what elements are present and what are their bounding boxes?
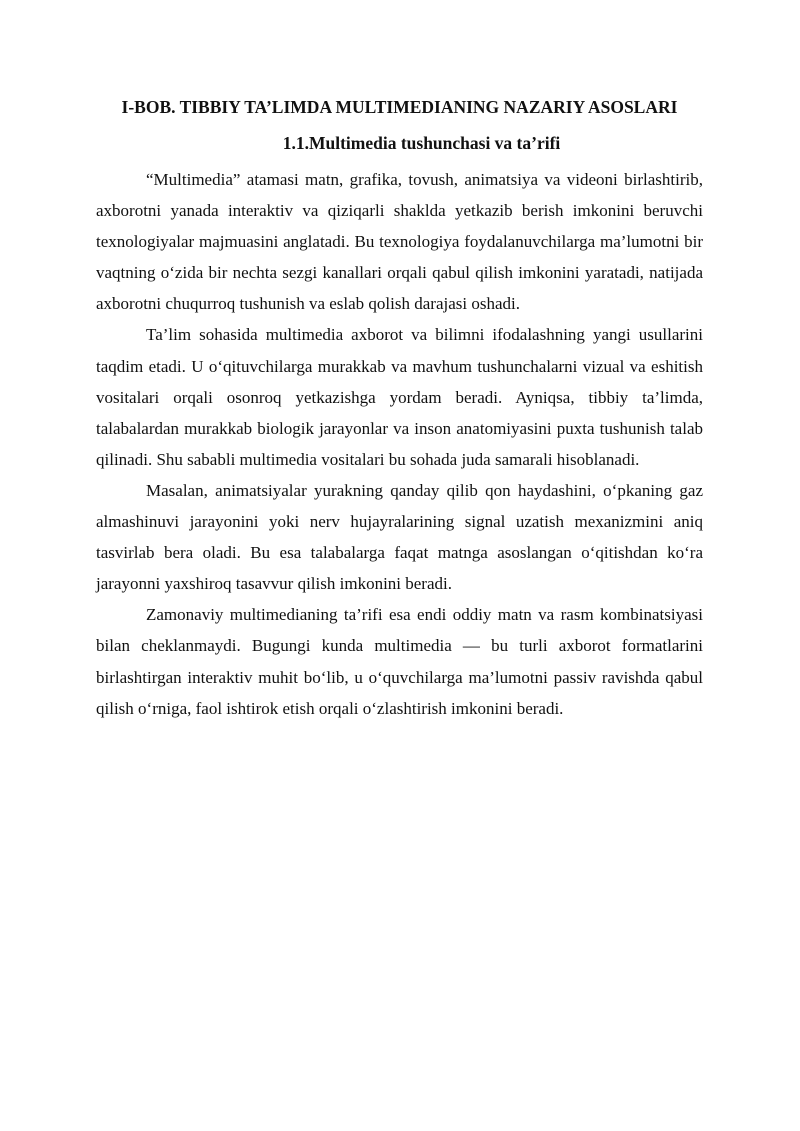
paragraph-animation-example: Masalan, animatsiyalar yurakning qanday qilib qon haydashini, o‘pkaning gaz almashinuvi jarayonini yoki nerv hujayralarining signal uzatish mexanizmini aniq tasvirlab bera oladi. Bu esa talabalarga faqat matnga asoslangan o‘qitishdan ko‘ra jarayonni yaxshiroq tasavvur qilish imkonini beradi.	[96, 480, 703, 594]
paragraph-modern-definition: Zamonaviy multimedianing ta’rifi esa endi oddiy matn va rasm kombinatsiyasi bilan cheklanmaydi. Bugungi kunda multimedia — bu turli axborot formatlarini birlashtirgan interaktiv muhit bo‘lib, u o‘quvchilarga ma’lumotni passiv ravishda qabul qilish o‘rniga, faol ishtirok etish orqali o‘zlashtirish imkonini beradi.	[96, 605, 703, 718]
paragraph-education: Ta’lim sohasida multimedia axborot va bilimni ifodalashning yangi usullarini taqdim etadi. U o‘qituvchilarga murakkab va mavhum tushunchalarni vizual va eshitish vositalari orqali osonroq yetkazishga yordam beradi. Ayniqsa, tibbiy ta’limda, talabalardan murakkab biologik jarayonlar va inson anatomiyasini puxta tushunish talab qilinadi. Shu sababli multimedia vositalari bu sohada juda samarali hisoblanadi.	[96, 325, 703, 469]
paragraph-multimedia-definition: “Multimedia” atamasi matn, grafika, tovush, animatsiya va videoni birlashtirib, axborotni yanada interaktiv va qiziqarli shaklda yetkazib berish imkonini beruvchi texnologiyalar majmuasini anglatadi. Bu texnologiya foydalanuvchilarga ma’lumotni bir vaqtning o‘zida bir nechta sezgi kanallari orqali qabul qilish imkonini yaratadi, natijada axborotni chuqurroq tushunish va eslab qolish darajasi oshadi.	[96, 170, 703, 314]
document-page	[96, 95, 703, 724]
chapter-title: I-BOB. TIBBIY TA’LIMDA MULTIMEDIANING NAZARIY ASOSLARI	[121, 97, 678, 117]
section-title: 1.1.Multimedia tushunchasi va ta’rifi	[282, 133, 561, 153]
